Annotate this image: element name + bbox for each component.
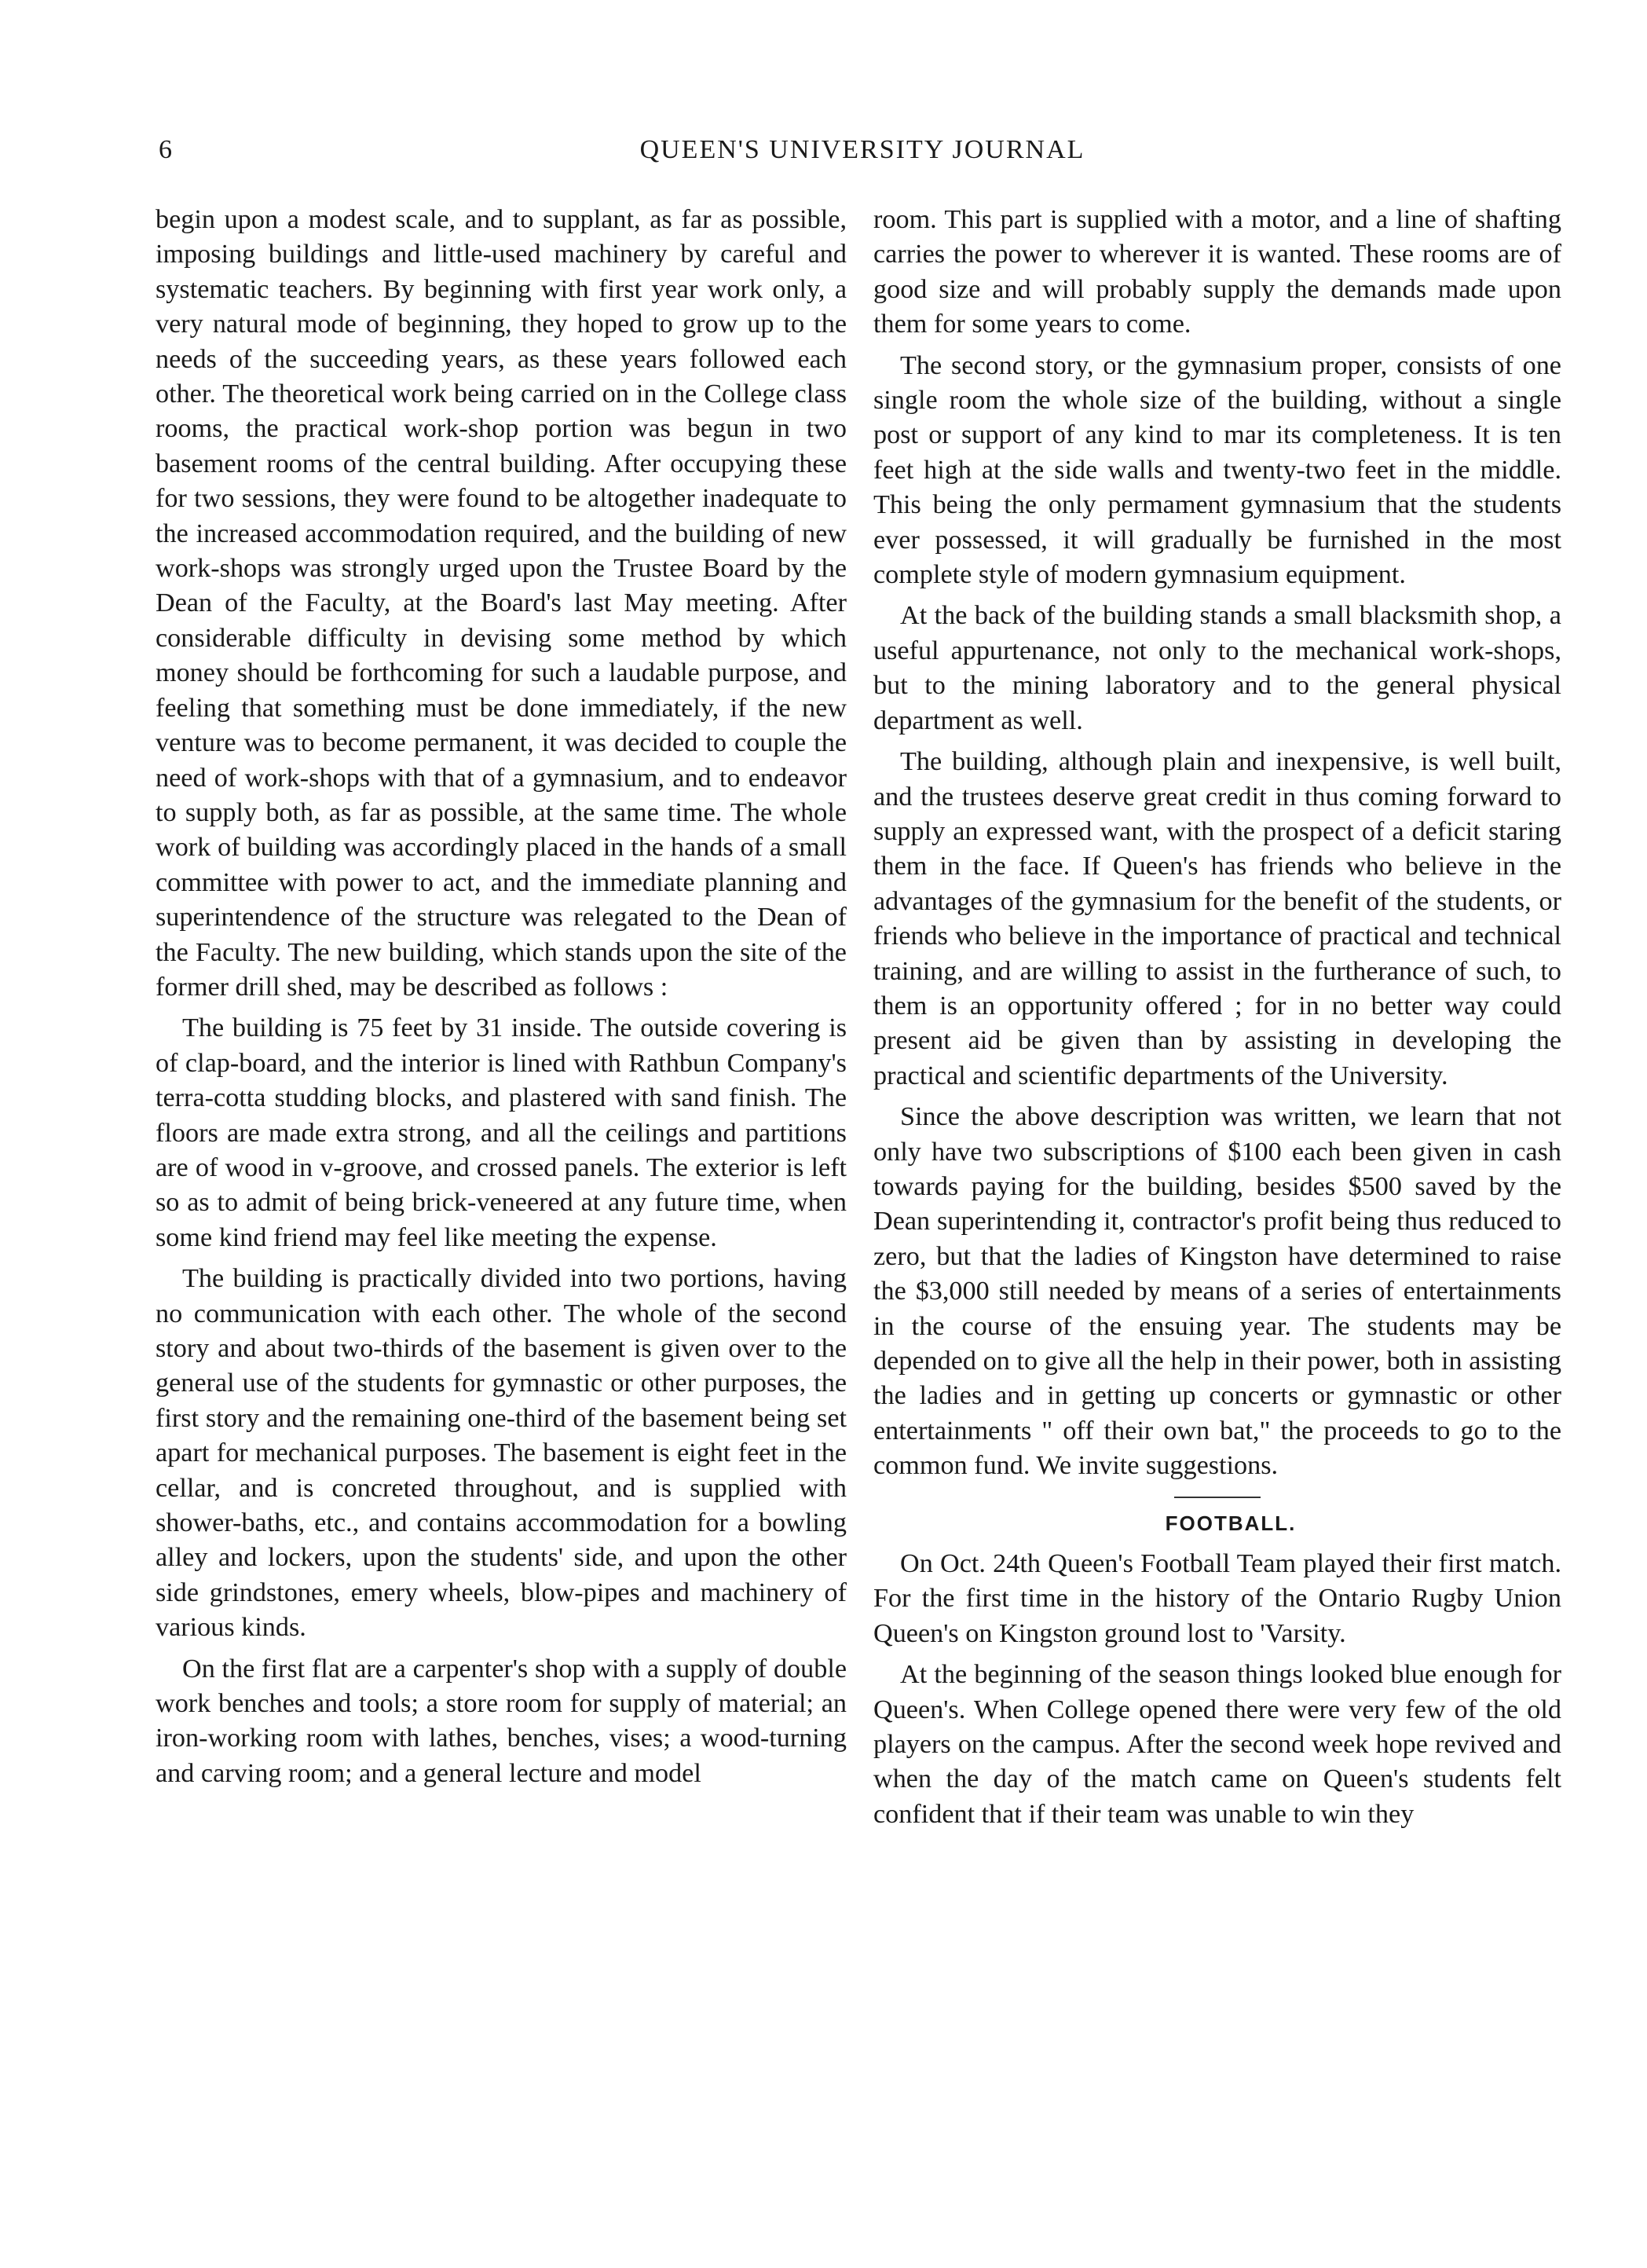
running-head xyxy=(156,127,1569,174)
left-column xyxy=(156,203,847,1791)
paragraph-football-1: On Oct. 24th Queen's Football Team played their first match. For the first time in the history of the Ontario Rugby Union Queen's on Kingston ground lost to 'Varsity. xyxy=(873,1549,1561,1648)
page-number: 6 xyxy=(159,135,174,164)
section-heading-football: FOOTBALL. xyxy=(1165,1511,1297,1535)
paragraph-left-1: begin upon a modest scale, and to supplant, as far as possible, imposing buildings and little-used machinery by careful and systematic teachers. By beginning with first year work only, a very natural mode of beginning, they hoped to grow up to the needs of the succeeding years, as these years followed each other. The theoretical work being carried on in the College class rooms, the practical work-shop portion was begun in two basement rooms of the central building. After occupying these for two sessions, they were found to be altogether inadequate to the increased accommodation required, and the building of new work-shops was strongly urged upon the Trustee Board by the Dean of the Faculty, at the Board's last May meeting. After considerable difficulty in devising some method by which money should be forthcoming for such a laudable purpose, and feeling that something must be done immediately, if the new venture was to become permanent, it was decided to couple the need of work-shops with that of a gymnasium, and to endeavor to supply both, as far as possible, at the same time. The whole work of building was accordingly placed in the hands of a small committee with power to act, and the immediate planning and superintendence of the structure was relegated to the Dean of the Faculty. The new building, which stands upon the site of the former drill shed, may be described as follows : xyxy=(156,205,847,1002)
paragraph-left-4: On the first flat are a carpenter's shop with a supply of double work benches and tools; a store room for supply of material; an iron-working room with lathes, benches, vises; a wood-turning and carving room; and a general lecture and model xyxy=(156,1654,847,1788)
paragraph-right-5: Since the above description was written, we learn that not only have two subscriptions of $100 each been given in cash towards paying for the building, besides $500 saved by the Dean superintending it, contractor's profit being thus reduced to zero, but that the ladies of Kingston have determined to raise the $3,000 still needed by means of a series of entertainments in the course of the ensuing year. The students may be depended on to give all the help in their power, both in assisting the ladies and in getting up concerts or gymnastic or other entertainments " off their own bat," the proceeds to go to the common fund. We invite suggestions. xyxy=(873,1102,1561,1481)
paragraph-football-2: At the beginning of the season things looked blue enough for Queen's. When College opened there were very few of the old players on the campus. After the second week hope revived and when the day of the match came on Queen's students felt confident that if their team was unable to win they xyxy=(873,1660,1561,1829)
paragraph-left-3: The building is practically divided into two portions, having no communication with each other. The whole of the second story and about two-thirds of the basement is given over to the general use of the students for gymnastic or other purposes, the first story and the remaining one-third of the basement being set apart for mechanical purposes. The basement is eight feet in the cellar, and is concreted throughout, and is supplied with shower-baths, etc., and contains accommodation for a bowling alley and lockers, upon the students' side, and upon the other side grindstones, emery wheels, blow-pipes and machinery of various kinds. xyxy=(156,1264,847,1643)
paragraph-right-3: At the back of the building stands a small blacksmith shop, a useful appurtenance, not only to the mechanical work-shops, but to the mining laboratory and to the general physical department as well. xyxy=(873,601,1561,735)
section-divider xyxy=(1174,1497,1261,1498)
journal-title: QUEEN'S UNIVERSITY JOURNAL xyxy=(639,135,1085,164)
paragraph-left-2: The building is 75 feet by 31 inside. The outside covering is of clap-board, and the interior is lined with Rathbun Company's terra-cotta studding blocks, and plastered with sand finish. The floors are made extra strong, and all the ceilings and partitions are of wood in v-groove, and crossed panels. The exterior is left so as to admit of being brick-veneered at any future time, when some kind friend may feel like meeting the expense. xyxy=(156,1013,847,1252)
paragraph-right-4: The building, although plain and inexpensive, is well built, and the trustees deserve great credit in thus coming forward to supply an expressed want, with the prospect of a deficit staring them in the face. If Queen's has friends who believe in the advantages of the gymnasium for the benefit of the students, or friends who believe in the importance of practical and technical training, and are willing to assist in the furtherance of such, to them is an opportunity offered ; for in no better way could present aid be given than by assisting in developing the practical and scientific departments of the University. xyxy=(873,747,1561,1090)
paragraph-right-1: room. This part is supplied with a motor, and a line of shafting carries the power to wherever it is wanted. These rooms are of good size and will probably supply the demands made upon them for some years to come. xyxy=(873,205,1561,339)
paragraph-right-2: The second story, or the gymnasium proper, consists of one single room the whole size of the building, without a single post or support of any kind to mar its completeness. It is ten feet high at the side walls and twenty-two feet in the middle. This being the only permament gymnasium that the students ever possessed, it will gradually be furnished in the most complete style of modern gymnasium equipment. xyxy=(873,350,1561,590)
right-column xyxy=(873,203,1561,1832)
